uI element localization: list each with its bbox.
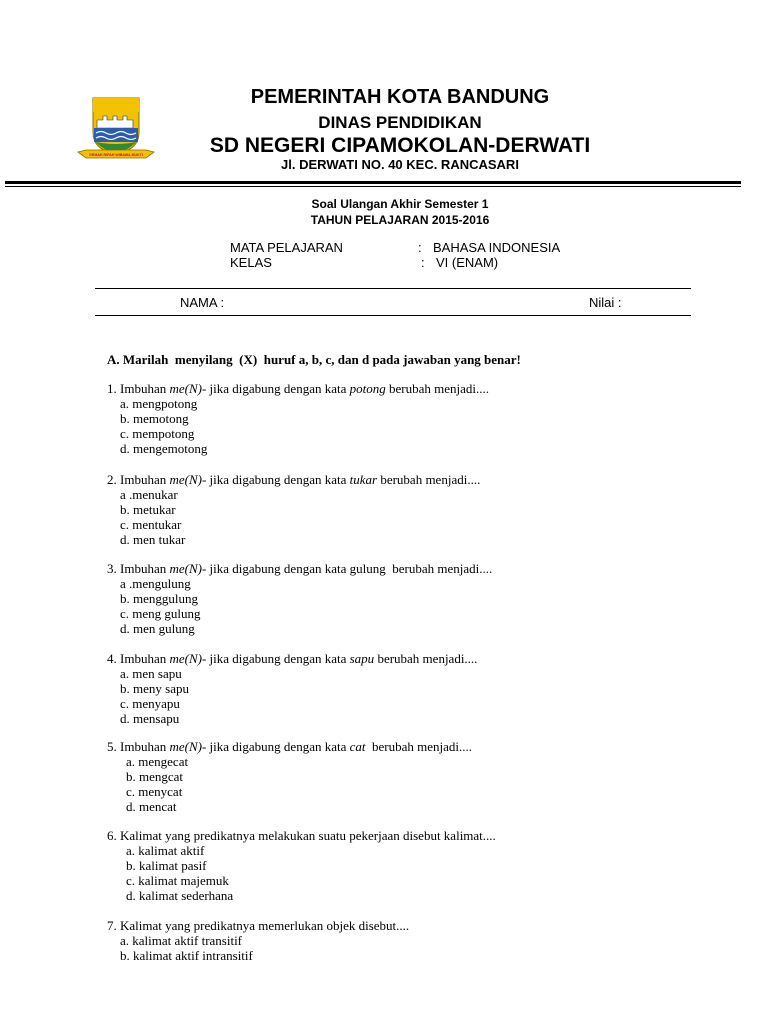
answer-option: a. kalimat aktif transitif	[120, 933, 243, 948]
answer-option: a .mengulung	[120, 576, 191, 591]
question-stem: 1. Imbuhan me(N)- jika digabung dengan kata potong berubah menjadi....	[107, 381, 489, 396]
section-a-instruction: A. Marilah menyilang (X) huruf a, b, c, dan d pada jawaban yang benar!	[107, 352, 521, 367]
school-address: Jl. DERWATI NO. 40 KEC. RANCASARI	[281, 157, 519, 172]
answer-option: c. mentukar	[120, 517, 182, 532]
score-label: Nilai :	[589, 295, 622, 310]
answer-option: b. kalimat aktif intransitif	[120, 948, 253, 963]
student-name-label: NAMA :	[180, 295, 225, 310]
subject-colon: :	[418, 240, 422, 255]
government-title: PEMERINTAH KOTA BANDUNG	[250, 86, 550, 108]
answer-option: b. kalimat pasif	[126, 858, 207, 873]
name-box-bottom-line	[95, 315, 691, 316]
answer-option: b. metukar	[120, 502, 176, 517]
answer-option: d. mencat	[126, 799, 177, 814]
answer-option: a. mengecat	[126, 754, 189, 769]
exam-title: Soal Ulangan Akhir Semester 1	[311, 197, 489, 211]
name-box-top-line	[95, 288, 691, 289]
question-6	[107, 828, 496, 903]
answer-option: d. men gulung	[120, 621, 195, 636]
question-2	[107, 472, 480, 547]
header-divider-thick	[5, 181, 741, 184]
answer-option: d. men tukar	[120, 532, 186, 547]
question-stem: 7. Kalimat yang predikatnya memerlukan objek disebut....	[107, 918, 410, 933]
answer-option: a. men sapu	[120, 666, 182, 681]
class-colon: :	[421, 255, 425, 270]
question-stem: 3. Imbuhan me(N)- jika digabung dengan kata gulung berubah menjadi....	[107, 561, 493, 576]
subject-value: BAHASA INDONESIA	[433, 240, 561, 255]
subject-label: MATA PELAJARAN	[230, 240, 343, 255]
school-name: SD NEGERI CIPAMOKOLAN-DERWATI	[209, 134, 591, 157]
answer-option: c. mempotong	[120, 426, 195, 441]
question-stem: 2. Imbuhan me(N)- jika digabung dengan kata tukar berubah menjadi....	[107, 472, 481, 487]
answer-option: d. mengemotong	[120, 441, 208, 456]
answer-option: d. kalimat sederhana	[126, 888, 234, 903]
answer-option: c. menyapu	[120, 696, 180, 711]
answer-option: a. mengpotong	[120, 396, 198, 411]
class-label: KELAS	[230, 255, 272, 270]
answer-option: b. mengcat	[126, 769, 184, 784]
answer-option: b. meny sapu	[120, 681, 189, 696]
class-value: VI (ENAM)	[436, 255, 499, 270]
answer-option: c. menycat	[126, 784, 183, 799]
question-1	[107, 381, 489, 456]
answer-option: b. memotong	[120, 411, 189, 426]
answer-option: a. kalimat aktif	[126, 843, 205, 858]
header-divider-thin	[5, 186, 741, 187]
academic-year: TAHUN PELAJARAN 2015-2016	[310, 213, 490, 227]
question-7	[107, 918, 409, 963]
question-stem: 5. Imbuhan me(N)- jika digabung dengan kata cat berubah menjadi....	[107, 739, 473, 754]
answer-option: b. menggulung	[120, 591, 198, 606]
answer-option: c. meng gulung	[120, 606, 201, 621]
answer-option: d. mensapu	[120, 711, 180, 726]
question-stem: 6. Kalimat yang predikatnya melakukan suatu pekerjaan disebut kalimat....	[107, 828, 496, 843]
question-3	[107, 561, 492, 636]
question-5	[107, 739, 472, 814]
answer-option: a .menukar	[120, 487, 178, 502]
question-stem: 4. Imbuhan me(N)- jika digabung dengan kata sapu berubah menjadi....	[107, 651, 478, 666]
department-title: DINAS PENDIDIKAN	[318, 113, 482, 132]
answer-option: c. kalimat majemuk	[126, 873, 229, 888]
emblem-motto-text: GEMAH RIPAH WIBAWA MUKTI	[89, 153, 143, 157]
question-4	[107, 651, 477, 726]
